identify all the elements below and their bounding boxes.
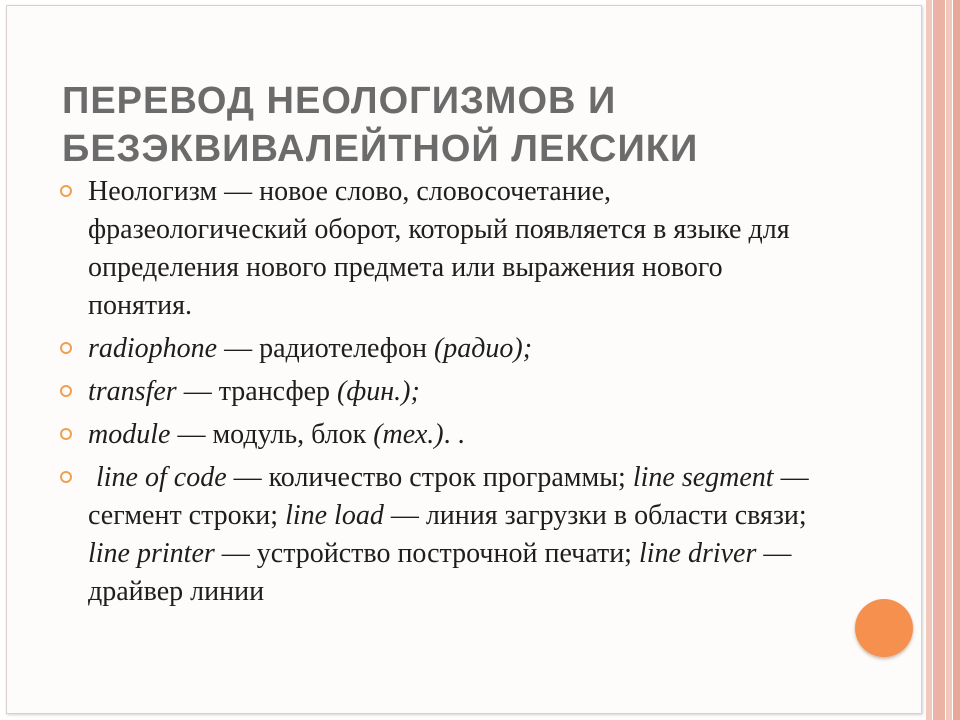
decorative-stripe [946,0,952,720]
domain-note: (фин.); [337,376,420,407]
bullet-tail: . . [443,419,465,450]
bullet-ring-icon [60,385,72,397]
decorative-stripe [933,0,945,720]
bullet-text: — устройство построчной печати; [214,538,639,569]
bullet-ring-icon [60,342,72,354]
bullet-text: — сегмент строки; [88,462,809,531]
bullet-item-neologism [60,173,830,325]
slide-title-line-2: БЕЗЭКВИВАЛЕЙТНОЙ ЛЕКСИКИ [62,128,699,171]
bullet-text: — драйвер линии [88,538,792,607]
bullet-item-line-terms [60,459,830,611]
english-term: line segment [632,462,774,493]
bullet-list [60,173,830,616]
domain-note: (радио); [433,333,533,364]
bullet-ring-icon [60,471,72,483]
bullet-ring-icon [60,185,72,197]
bullet-item-transfer [60,373,830,411]
english-term: line printer [88,538,215,569]
bullet-text: — радиотелефон [217,333,434,364]
bullet-item-radiophone [60,330,830,368]
english-term: module [88,419,171,450]
bullet-ring-icon [60,428,72,440]
english-term: line driver [638,538,757,569]
decorative-stripe [953,0,960,720]
bullet-text: — трансфер [176,376,338,407]
bullet-text: — линия загрузки в области связи; [383,500,807,531]
english-term: transfer [88,376,177,407]
domain-note: (тех.) [373,419,444,450]
bullet-item-module [60,416,830,454]
bullet-text: Неологизм — новое слово, словосочетание, фразеологический оборот, который появляется в языке для определения нового предмета или выражения нового понятия. [88,176,790,321]
slide-title [62,77,862,173]
bullet-text: — модуль, блок [170,419,374,450]
decorative-orange-circle [855,599,913,657]
english-term: line of code [96,462,227,493]
decorative-stripe [926,0,932,720]
bullet-text: — количество строк программы; [226,462,633,493]
english-term: line load [285,500,384,531]
english-term: radiophone [88,333,218,364]
slide-title-line-1: ПЕРЕВОД НЕОЛОГИЗМОВ И [62,80,617,123]
